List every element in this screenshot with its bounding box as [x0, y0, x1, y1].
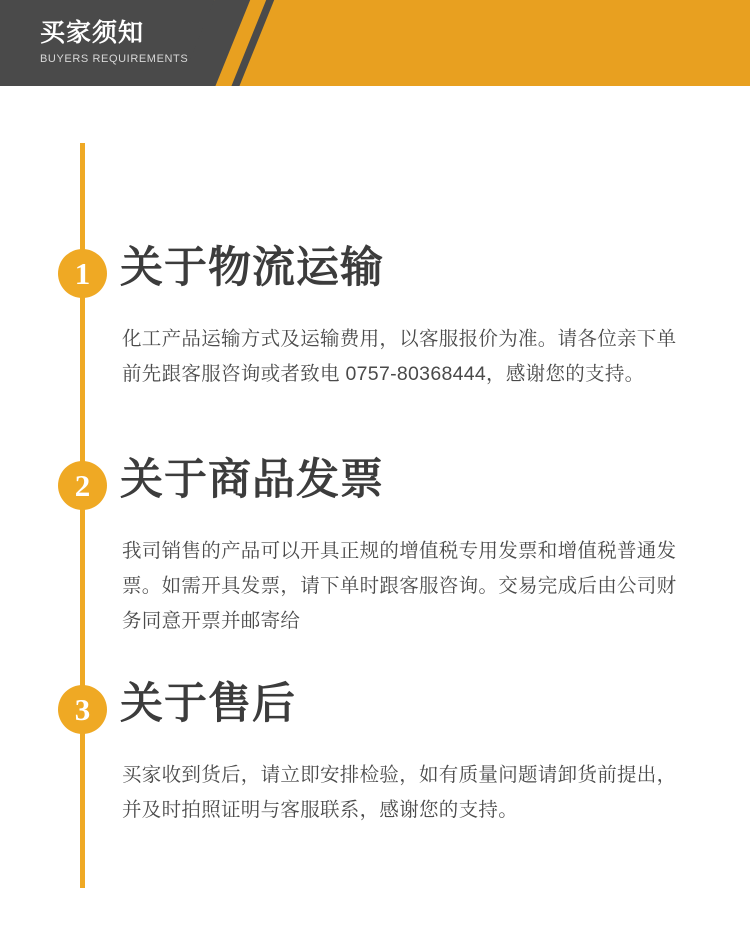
- section-number-badge: 1: [58, 249, 107, 298]
- section-body-text: 买家收到货后，请立即安排检验，如有质量问题请卸货前提出，并及时拍照证明与客服联系，感谢您的支持。: [122, 764, 677, 821]
- banner-text-group: [40, 18, 188, 67]
- section-heading: 关于商品发票: [120, 456, 384, 504]
- page-title: 买家须知: [40, 19, 145, 47]
- section-body-text: 化工产品运输方式及运输费用，以客服报价为准。请各位亲下单前先跟客服咨询或者致电 0757-80368444，感谢您的支持。: [122, 328, 677, 385]
- page-header-banner: [0, 0, 750, 86]
- section-number-badge: 3: [58, 685, 107, 734]
- section-heading: 关于售后: [120, 680, 296, 728]
- section-number-badge: 2: [58, 461, 107, 510]
- page-subtitle: BUYERS REQUIREMENTS: [40, 53, 189, 65]
- section-heading: 关于物流运输: [120, 244, 384, 292]
- section-body-text: 我司销售的产品可以开具正规的增值税专用发票和增值税普通发票。如需开具发票，请下单时跟客服咨询。交易完成后由公司财务同意开票并邮寄给: [122, 540, 677, 632]
